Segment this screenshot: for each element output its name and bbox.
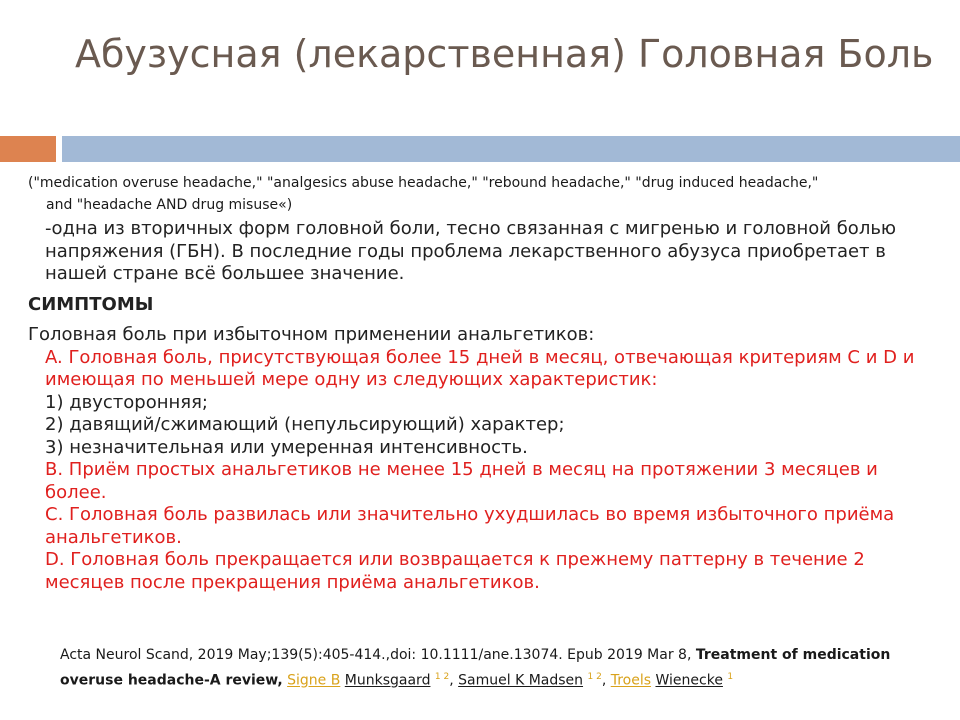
symptoms-heading: СИМПТОМЫ [28, 293, 154, 315]
author-wienecke[interactable]: Wienecke [655, 672, 723, 689]
characteristic-3: 3) незначительная или умеренная интенсивность. [45, 436, 528, 458]
author-madsen[interactable]: Samuel K Madsen [458, 672, 584, 689]
author-link-signe[interactable]: Signe B [287, 672, 341, 689]
author-link-troels[interactable]: Troels [610, 672, 652, 689]
criterion-a: A. Головная боль, присутствующая более 15 дней в месяц, отвечающая критериям С и D и имеющая по меньшей мере одну из следующих характеристик: [45, 346, 915, 390]
criterion-d: D. Головная боль прекращается или возвращается к прежнему паттерну в течение 2 месяцев после прекращения приёма анальгетиков. [45, 549, 865, 593]
slide-content [28, 172, 938, 594]
accent-bar-orange [0, 136, 56, 162]
citation-source: Acta Neurol Scand, 2019 May;139(5):405-414.,doi: 10.1111/ane.13074. Epub 2019 Mar 8, [60, 647, 696, 663]
criterion-c: C. Головная боль развилась или значительно ухудшилась во время избыточного приёма анальгетиков. [45, 504, 895, 548]
author2-affiliation[interactable]: 1 2 [587, 672, 602, 682]
author-munksgaard[interactable]: Munksgaard [344, 672, 431, 689]
accent-bar-blue [62, 136, 960, 162]
characteristic-1: 1) двусторонняя; [45, 391, 208, 413]
author3-affiliation[interactable]: 1 [727, 672, 734, 682]
citation: Acta Neurol Scand, 2019 May;139(5):405-414.,doi: 10.1111/ane.13074. Epub 2019 Mar 8, Treatment of medication overuse headache-A review, Signe B Munksgaard $^{1 2}$, Samuel K Madsen $^{1 2}$, Troels Wienecke $^1$ [60, 647, 891, 689]
criterion-b: B. Приём простых анальгетиков не менее 15 дней в месяц на протяжении 3 месяцев и более. [45, 459, 878, 503]
slide-title: Абузусная (лекарственная) Головная Боль [75, 32, 934, 76]
intro-text: -одна из вторичных форм головной боли, тесно связанная с мигренью и головной болью напряжения (ГБН). В последние годы проблема лекарственного абузуса приобретает в нашей стране всё большее значение. [45, 218, 897, 284]
english-terms-line2: and "headache AND drug misuse«) [46, 197, 293, 213]
citation-title: Treatment of medication overuse headache-A review, [60, 647, 891, 689]
english-terms [28, 172, 938, 216]
symptoms-lead: Головная боль при избыточном применении анальгетиков: [28, 324, 595, 345]
english-terms-line1: ("medication overuse headache," "analgesics abuse headache," "rebound headache," "drug induced headache," [28, 175, 819, 191]
characteristic-2: 2) давящий/сжимающий (непульсирующий) характер; [45, 414, 565, 435]
author1-affiliation[interactable]: 1 2 [434, 672, 450, 682]
